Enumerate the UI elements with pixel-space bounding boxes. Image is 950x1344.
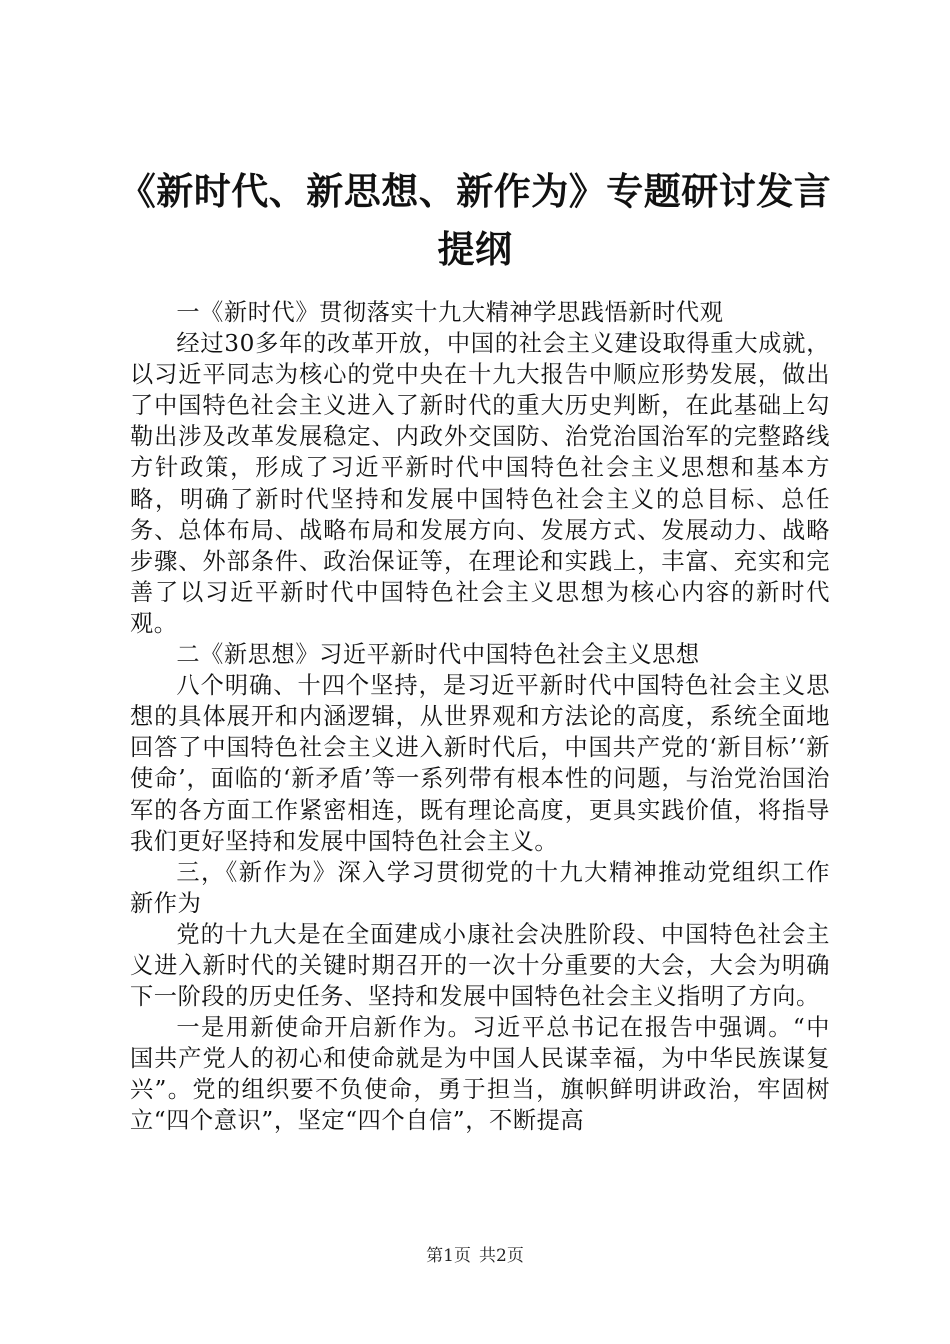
- paragraph-2: 八个明确、十四个坚持，是习近平新时代中国特色社会主义思想的具体展开和内涵逻辑，从世界观和方法论的高度，系统全面地回答了中国特色社会主义进入新时代后，中国共产党的‘新目标’‘新使命’，面临的‘新矛盾’等一系列带有根本性的问题，与治党治国治军的各方面工作紧密相连，既有理论高度，更具实践价值，将指导我们更好坚持和发展中国特色社会主义。: [130, 672, 830, 855]
- page-total: 共2页: [479, 1246, 524, 1266]
- section-heading-3: 三，《新作为》深入学习贯彻党的十九大精神推动党组织工作新作为: [130, 858, 830, 917]
- section-heading-1: 一《新时代》贯彻落实十九大精神学思践悟新时代观: [176, 299, 724, 326]
- page-number: 第1页: [426, 1246, 471, 1266]
- page-footer: [0, 1245, 950, 1267]
- document-body: [130, 297, 830, 1137]
- paragraph-4: 一是用新使命开启新作为。习近平总书记在报告中强调。“中国共产党人的初心和使命就是为中国人民谋幸福，为中华民族谋复兴”。党的组织要不负使命，勇于担当，旗帜鲜明讲政治，牢固树立“四个意识”，坚定“四个自信”，不断提高: [130, 1014, 830, 1135]
- document-title: 《新时代、新思想、新作为》专题研讨发言提纲: [118, 170, 832, 271]
- section-heading-2: 二《新思想》习近平新时代中国特色社会主义思想: [176, 641, 700, 669]
- paragraph-1: 经过30多年的改革开放，中国的社会主义建设取得重大成就，以习近平同志为核心的党中央在十九大报告中顺应形势发展，做出了中国特色社会主义进入了新时代的重大历史判断，在此基础上勾勒出涉及改革发展稳定、内政外交国防、治党治国治军的完整路线方针政策，形成了习近平新时代中国特色社会主义思想和基本方略，明确了新时代坚持和发展中国特色社会主义的总目标、总任务、总体布局、战略布局和发展方向、发展方式、发展动力、战略步骤、外部条件、政治保证等，在理论和实践上，丰富、充实和完善了以习近平新时代中国特色社会主义思想为核心内容的新时代观。: [130, 330, 830, 637]
- paragraph-3: 党的十九大是在全面建成小康社会决胜阶段、中国特色社会主义进入新时代的关键时期召开的一次十分重要的大会，大会为明确下一阶段的历史任务、坚持和发展中国特色社会主义指明了方向。: [130, 920, 830, 1011]
